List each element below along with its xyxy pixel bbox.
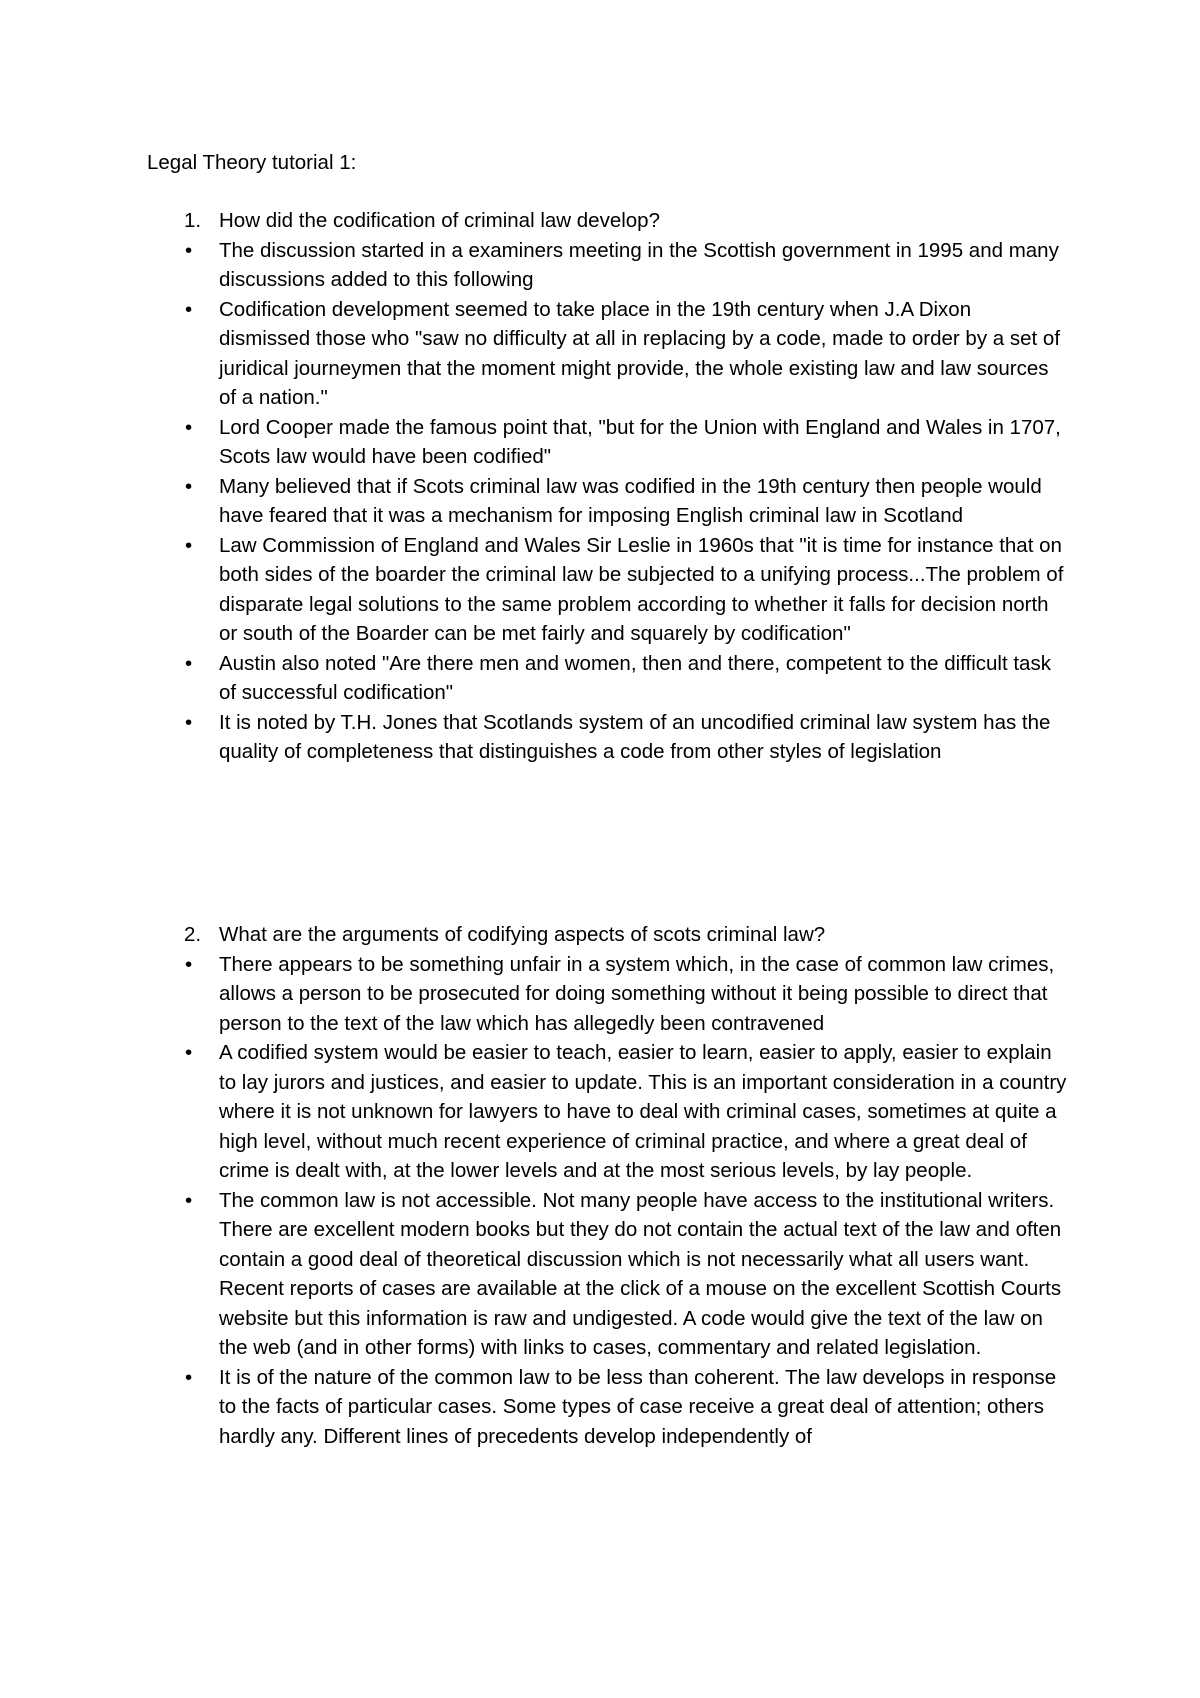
bullet-item [147, 295, 1067, 413]
question-heading [147, 206, 1067, 236]
bullet-icon: • [185, 1041, 193, 1064]
bullet-list [147, 236, 1067, 767]
bullet-text: Codification development seemed to take place in the 19th century when J.A Dixon dismissed those who "saw no difficulty at all in replacing by a code, made to order by a set of juridical journeymen that the moment might provide, the whole existing law and law sources of a nation." [219, 297, 1061, 409]
bullet-text: A codified system would be easier to teach, easier to learn, easier to apply, easier to explain to lay jurors and justices, and easier to update. This is an important consideration in a country where it is not unknown for lawyers to have to deal with criminal cases, sometimes at quite a high level, without much recent experience of criminal practice, and where a great deal of crime is dealt with, at the lower levels and at the most serious levels, by lay people. [219, 1041, 1067, 1182]
bullet-icon: • [185, 1365, 193, 1389]
bullet-icon: • [185, 952, 193, 976]
bullet-list [147, 950, 1067, 1452]
bullet-icon: • [185, 238, 193, 262]
bullet-item [147, 1038, 1067, 1186]
bullet-icon: • [185, 710, 193, 734]
bullet-text: Law Commission of England and Wales Sir Leslie in 1960s that "it is time for instance that on both sides of the boarder the criminal law be subjected to a unifying process...The problem of disparate legal solutions to the same problem according to whether it falls for decision north or south of the Boarder can be met fairly and squarely by codification" [219, 533, 1064, 645]
question-number: 2. [184, 923, 202, 946]
bullet-item [147, 950, 1067, 1039]
bullet-icon: • [185, 415, 193, 439]
bullet-icon: • [185, 1188, 193, 1212]
bullet-item [147, 1186, 1067, 1363]
bullet-text: Austin also noted "Are there men and women, then and there, competent to the difficult task of successful codification" [219, 651, 1051, 704]
document-title: Legal Theory tutorial 1: [147, 151, 357, 174]
bullet-text: Lord Cooper made the famous point that, "but for the Union with England and Wales in 1707, Scots law would have been codified" [219, 415, 1061, 468]
question-heading [147, 920, 1067, 950]
question-text: What are the arguments of codifying aspects of scots criminal law? [219, 923, 826, 946]
bullet-item [147, 1363, 1067, 1452]
bullet-text: It is of the nature of the common law to be less than coherent. The law develops in response to the facts of particular cases. Some types of case receive a great deal of attention; others hardly any. Different lines of precedents develop independently of [219, 1365, 1057, 1448]
bullet-text: There appears to be something unfair in a system which, in the case of common law crimes, allows a person to be prosecuted for doing something without it being possible to direct that person to the text of the law which has allegedly been contravened [219, 952, 1055, 1035]
bullet-item [147, 531, 1067, 649]
bullet-item [147, 472, 1067, 531]
question-2 [147, 920, 1067, 1451]
bullet-icon: • [185, 474, 193, 498]
bullet-item [147, 413, 1067, 472]
bullet-item [147, 649, 1067, 708]
question-1 [147, 206, 1067, 767]
bullet-icon: • [185, 297, 193, 321]
bullet-text: The discussion started in a examiners meeting in the Scottish government in 1995 and many discussions added to this following [219, 238, 1059, 291]
bullet-item [147, 236, 1067, 295]
bullet-icon: • [185, 651, 193, 675]
bullet-text: It is noted by T.H. Jones that Scotlands system of an uncodified criminal law system has the quality of completeness that distinguishes a code from other styles of legislation [219, 710, 1051, 763]
bullet-item [147, 708, 1067, 767]
bullet-icon: • [185, 533, 193, 557]
question-number: 1. [184, 209, 202, 232]
question-text: How did the codification of criminal law develop? [219, 209, 660, 232]
bullet-text: The common law is not accessible. Not many people have access to the institutional writers. There are excellent modern books but they do not contain the actual text of the law and often contain a good deal of theoretical discussion which is not necessarily what all users want. Recent reports of cases are available at the click of a mouse on the excellent Scottish Courts website but this information is raw and undigested. A code would give the text of the law on the web (and in other forms) with links to cases, commentary and related legislation. [219, 1188, 1062, 1359]
bullet-text: Many believed that if Scots criminal law was codified in the 19th century then people would have feared that it was a mechanism for imposing English criminal law in Scotland [219, 474, 1042, 527]
